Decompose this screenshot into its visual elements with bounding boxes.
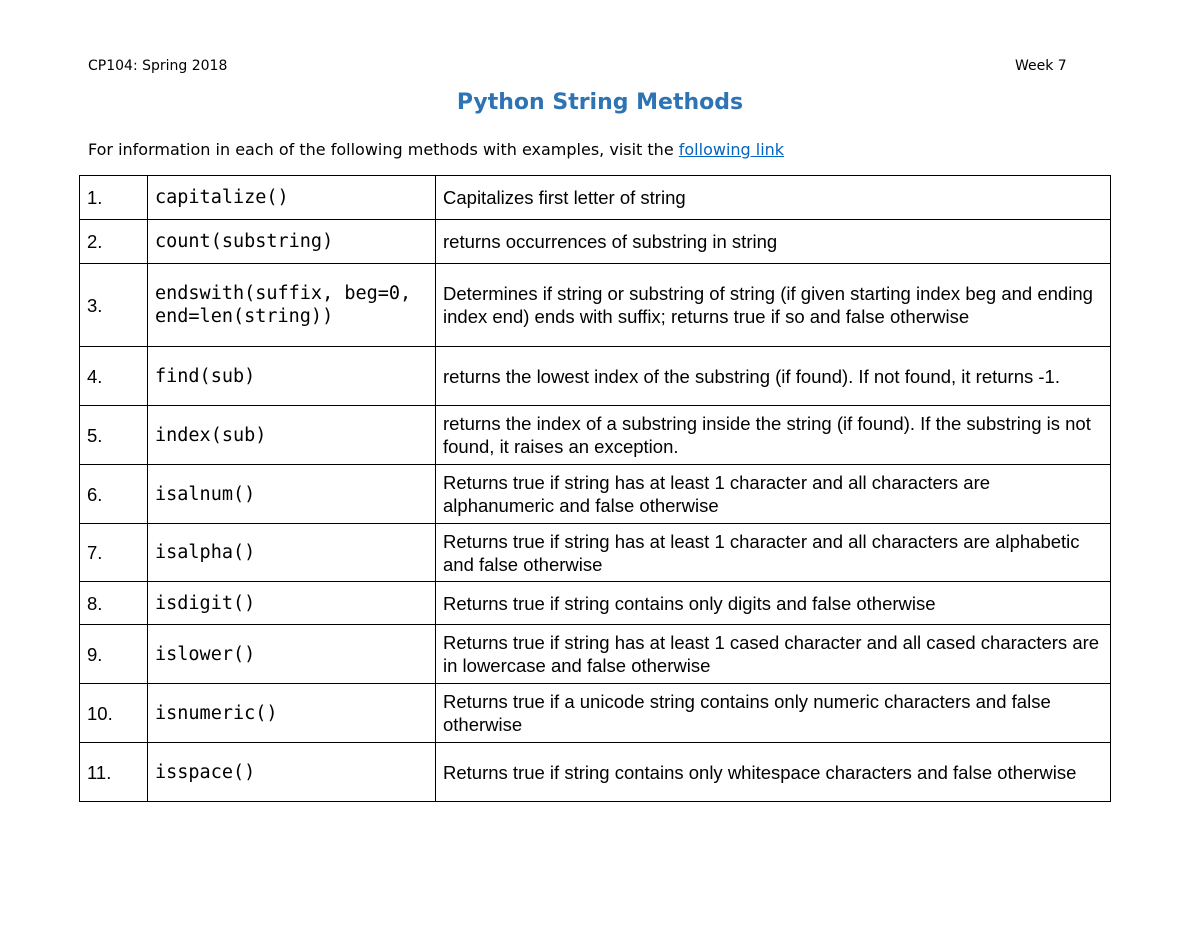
method-description: Returns true if string has at least 1 cased character and all cased characters are in lowercase and false otherwise (436, 625, 1111, 684)
method-description: Capitalizes first letter of string (436, 176, 1111, 220)
row-number: 10. (80, 684, 148, 743)
method-description: Determines if string or substring of string (if given starting index beg and ending index end) ends with suffix; returns true if so and false otherwise (436, 264, 1111, 347)
method-name: isalpha() (148, 524, 436, 582)
following-link[interactable]: following link (678, 140, 785, 159)
method-name: capitalize() (148, 176, 436, 220)
table-row (80, 625, 1111, 684)
row-number: 8. (80, 582, 148, 625)
week-header: Week 7 (1015, 58, 1067, 74)
method-name: find(sub) (148, 347, 436, 406)
table-row (80, 347, 1111, 406)
course-header: CP104: Spring 2018 (88, 58, 228, 74)
table-row (80, 524, 1111, 582)
method-description: returns occurrences of substring in string (436, 220, 1111, 264)
intro-text: For information in each of the following methods with examples, visit the (88, 140, 674, 159)
table-row (80, 684, 1111, 743)
method-name: endswith(suffix, beg=0, end=len(string)) (148, 264, 436, 347)
method-description: Returns true if string has at least 1 character and all characters are alphabetic and false otherwise (436, 524, 1111, 582)
table-row (80, 264, 1111, 347)
method-name: count(substring) (148, 220, 436, 264)
method-name: isdigit() (148, 582, 436, 625)
method-description: Returns true if string contains only whitespace characters and false otherwise (436, 743, 1111, 802)
row-number: 1. (80, 176, 148, 220)
table-row (80, 743, 1111, 802)
table-row (80, 220, 1111, 264)
method-name: index(sub) (148, 406, 436, 465)
method-description: Returns true if string has at least 1 character and all characters are alphanumeric and false otherwise (436, 465, 1111, 524)
methods-table (79, 175, 1111, 802)
method-name: islower() (148, 625, 436, 684)
method-name: isspace() (148, 743, 436, 802)
row-number: 9. (80, 625, 148, 684)
row-number: 4. (80, 347, 148, 406)
method-description: returns the lowest index of the substring (if found). If not found, it returns -1. (436, 347, 1111, 406)
row-number: 3. (80, 264, 148, 347)
row-number: 11. (80, 743, 148, 802)
row-number: 6. (80, 465, 148, 524)
method-name: isnumeric() (148, 684, 436, 743)
page-title: Python String Methods (456, 90, 744, 115)
method-description: Returns true if string contains only digits and false otherwise (436, 582, 1111, 625)
row-number: 7. (80, 524, 148, 582)
table-row (80, 406, 1111, 465)
table-row (80, 176, 1111, 220)
row-number: 2. (80, 220, 148, 264)
table-row (80, 582, 1111, 625)
method-name: isalnum() (148, 465, 436, 524)
table-row (80, 465, 1111, 524)
intro-paragraph (88, 140, 784, 159)
row-number: 5. (80, 406, 148, 465)
method-description: Returns true if a unicode string contains only numeric characters and false otherwise (436, 684, 1111, 743)
method-description: returns the index of a substring inside the string (if found). If the substring is not found, it raises an exception. (436, 406, 1111, 465)
